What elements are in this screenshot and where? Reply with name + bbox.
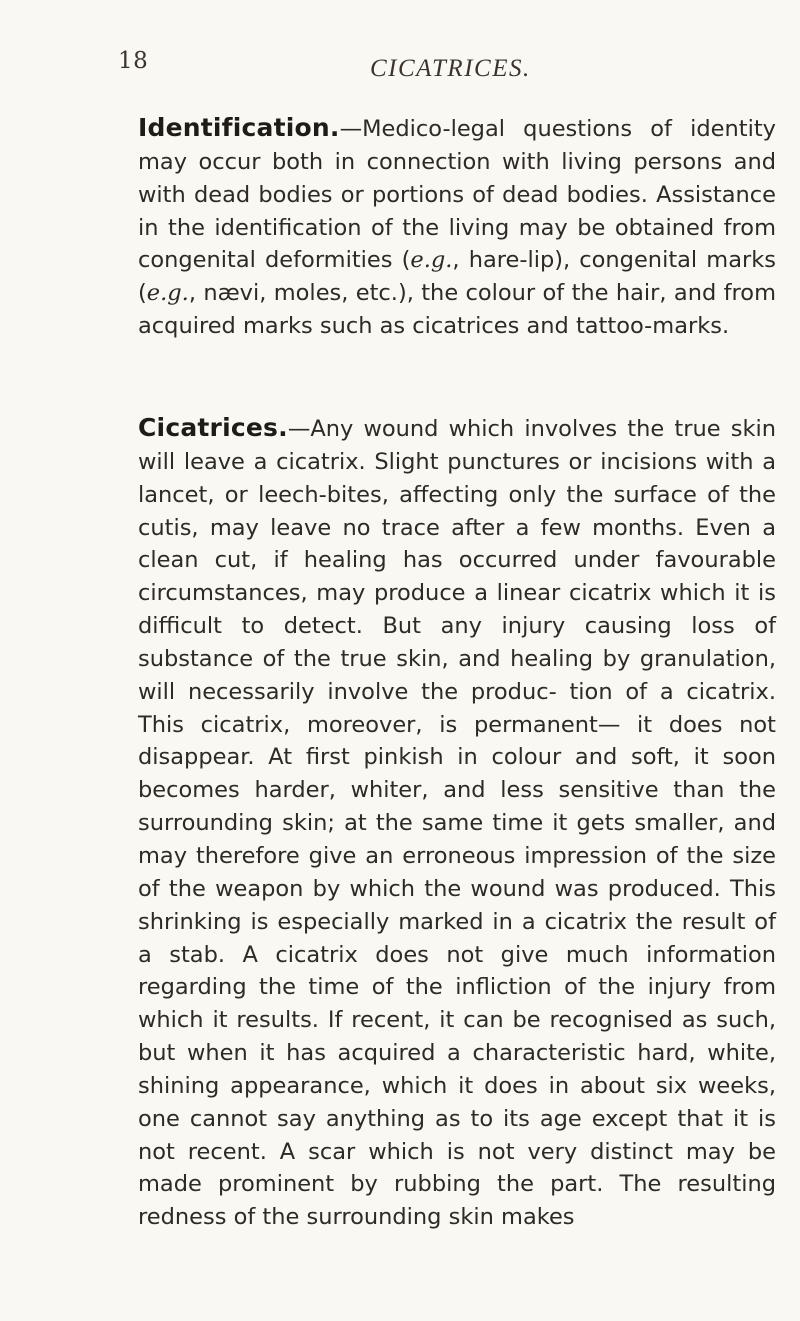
cicatrices-dash: — xyxy=(287,416,311,442)
identification-paragraph xyxy=(138,112,776,343)
identification-dash: — xyxy=(339,116,363,142)
eg-abbrev-2: e.g. xyxy=(146,280,189,307)
identification-text-1: Medico-legal questions of identity may occur both in connection with living persons and with dead bodies or portions of dead bodies. Assistance in the identification of the living may be obtained from congenital deformities ( xyxy=(138,116,776,274)
cicatrices-text: Any wound which involves the true skin will leave a cicatrix. Slight punctures or incisions with a lancet, or leech-bites, affecting only the surface of the cutis, may leave no trace after a few months. Even a clean cut, if healing has occurred under favourable circumstances, may produce a linear cicatrix which it is difficult to detect. But any injury causing loss of substance of the true skin, and healing by granulation, will necessarily involve the produc- tion of a cicatrix. This cicatrix, moreover, is permanent— it does not disappear. At first pinkish in colour and soft, it soon becomes harder, whiter, and less sensitive than the surrounding skin; at the same time it gets smaller, and may therefore give an erroneous impression of the size of the weapon by which the wound was produced. This shrinking is especially marked in a cicatrix the result of a stab. A cicatrix does not give much information regarding the time of the infliction of the injury from which it results. If recent, it can be recognised as such, but when it has acquired a characteristic hard, white, shining appearance, which it does in about six weeks, one cannot say anything as to its age except that it is not recent. A scar which is not very distinct may be made prominent by rubbing the part. The resulting redness of the surrounding skin makes xyxy=(138,416,776,1231)
running-title: CICATRICES. xyxy=(370,55,531,82)
identification-text-3: , nævi, moles, etc.), the colour of the hair, and from acquired marks such as cicatrices and tattoo-marks. xyxy=(138,280,776,340)
identification-text-2: , hare-lip), congenital marks ( xyxy=(138,247,777,307)
eg-abbrev-1: e.g. xyxy=(410,247,453,274)
identification-heading: Identification. xyxy=(138,113,340,142)
page-number: 18 xyxy=(118,48,149,74)
cicatrices-paragraph xyxy=(138,412,776,1234)
cicatrices-heading: Cicatrices. xyxy=(138,413,288,442)
